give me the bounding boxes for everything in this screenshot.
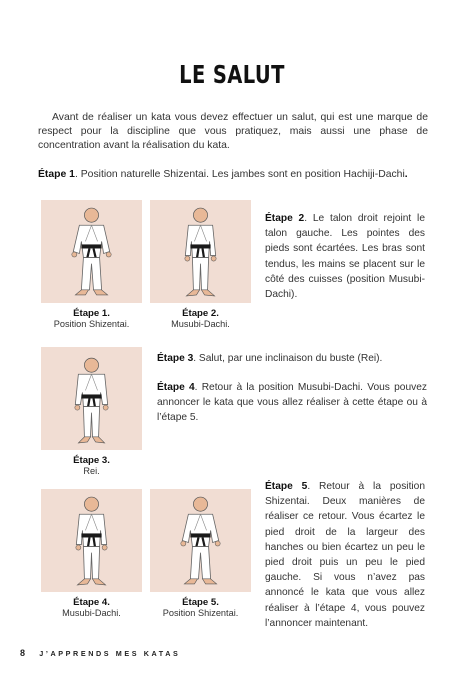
caption-label: Étape 4. (73, 597, 110, 608)
running-title: J’APPRENDS MES KATAS (39, 649, 181, 658)
intro-paragraph (38, 111, 428, 153)
caption-step2 (150, 308, 251, 330)
step2-label: Étape 2 (265, 213, 305, 224)
step3-text: . Salut, par une inclinaison du buste (Rei). (193, 353, 383, 364)
caption-step5 (150, 597, 251, 619)
karateka-figure-shizentai (150, 489, 251, 592)
illustration-step4 (41, 489, 142, 592)
karateka-figure-shizentai (41, 200, 142, 303)
intro-text: Avant de réaliser un kata vous devez effectuer un salut, qui est une marque de respect pour la discipline que vous pratiquez, mais aussi une phase de concentration avant la réalisation du kata. (38, 112, 428, 151)
caption-label: Étape 3. (73, 455, 110, 466)
caption-step3 (41, 455, 142, 477)
caption-label: Étape 1. (73, 308, 110, 319)
caption-step1 (41, 308, 142, 330)
step5-label: Étape 5 (265, 481, 308, 492)
caption-desc: Musubi-Dachi. (171, 319, 230, 329)
page-number: 8 (20, 648, 26, 658)
page-footer (20, 648, 180, 658)
step2-paragraph (265, 211, 425, 302)
step5-text: . Retour à la position Shizentai. Deux manières de réaliser ce retour. Vous écartez le pied droit de la largeur des hanches ou bien écartez un peu le pied droit puis un peu le pied gauche. Si vous n’avez pas annoncé le kata que vous allez réaliser à l’étape 4, vous pouvez l’annoncer maintenant. (265, 481, 425, 629)
page-title: LE SALUT (179, 60, 285, 89)
step1-paragraph (38, 169, 438, 180)
illustration-step1 (41, 200, 142, 303)
illustration-step2 (150, 200, 251, 303)
caption-step4 (41, 597, 142, 619)
step1-text: . Position naturelle Shizentai. Les jambes sont en position Hachiji-Dachi (74, 169, 405, 180)
caption-desc: Musubi-Dachi. (62, 608, 121, 618)
step3-label: Étape 3 (157, 353, 194, 364)
step3-paragraph (157, 351, 427, 366)
step1-label: Étape 1 (38, 169, 75, 180)
illustration-step3 (41, 347, 142, 450)
step2-text: . Le talon droit rejoint le talon gauche. Les pointes des pieds sont écartées. Les bras sont tendus, les mains se placent sur le côté des cuisses (position Musubi-Dachi). (265, 213, 425, 301)
step5-paragraph (265, 479, 425, 631)
caption-desc: Position Shizentai. (162, 608, 239, 618)
step4-paragraph (157, 380, 427, 426)
caption-label: Étape 2. (182, 308, 219, 319)
illustration-step5 (150, 489, 251, 592)
caption-desc: Rei. (83, 466, 100, 476)
step1-end: . (404, 169, 408, 180)
step4-label: Étape 4 (157, 382, 195, 393)
karateka-figure-musubi-dachi (150, 200, 251, 303)
caption-desc: Position Shizentai. (53, 319, 130, 329)
caption-label: Étape 5. (182, 597, 219, 608)
step4-text: . Retour à la position Musubi-Dachi. Vous pouvez annoncer le kata que vous allez réaliser à cette étape ou à l’étape 5. (157, 382, 427, 424)
karateka-figure-musubi-dachi (41, 489, 142, 592)
karateka-figure-rei (41, 347, 142, 450)
